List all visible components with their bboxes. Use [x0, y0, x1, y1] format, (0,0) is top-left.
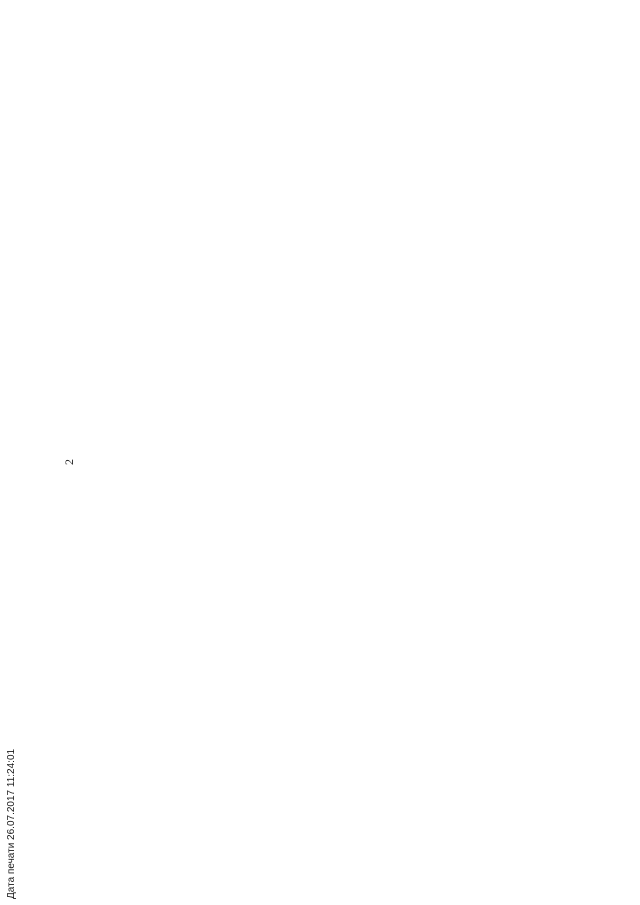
page-number: 2 [62, 459, 76, 465]
print-date: Дата печати 26.07.2017 11:24:01 [6, 748, 17, 899]
